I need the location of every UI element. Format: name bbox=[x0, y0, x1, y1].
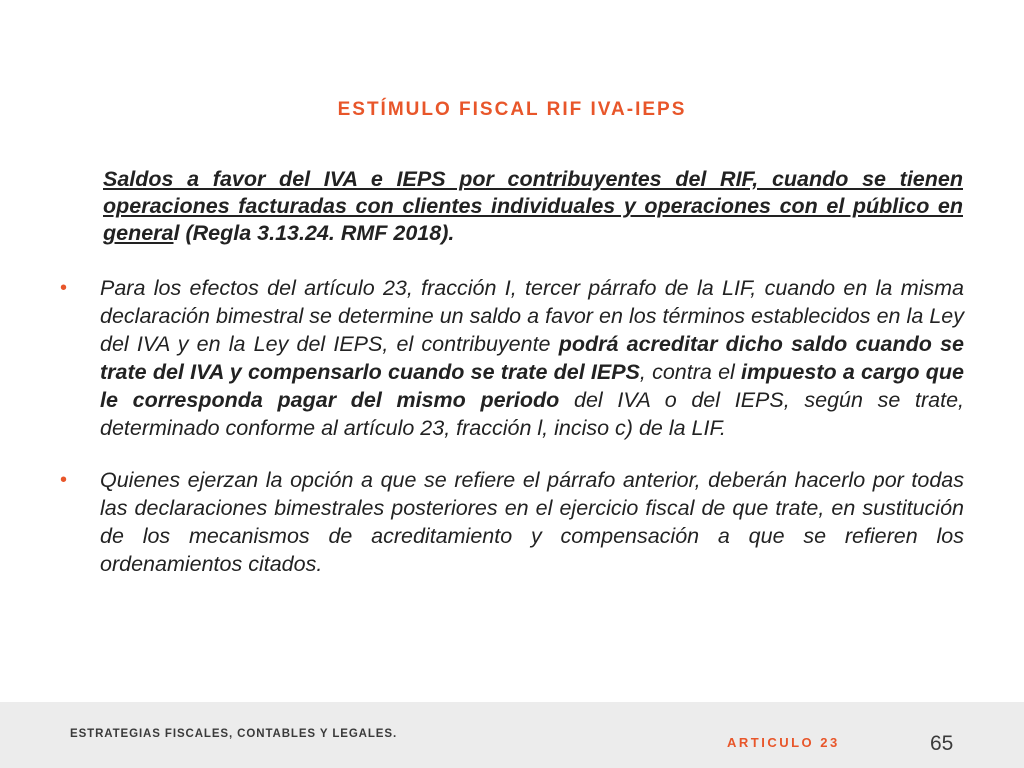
bullet-text: Para los efectos del artículo 23, fracción I, tercer párrafo de la LIF, cuando en la misma declaración bimestral se determine un saldo a favor en los términos establecidos en la Ley del IVA y en la Ley del IEPS, el contribuyente bbox=[100, 276, 964, 356]
bullet-item bbox=[60, 274, 964, 442]
slide-subtitle bbox=[103, 166, 963, 247]
footer-section-label: ARTICULO 23 bbox=[727, 735, 840, 750]
slide-title: ESTÍMULO FISCAL RIF IVA-IEPS bbox=[337, 99, 687, 120]
subtitle-underlined-text: Saldos a favor del IVA e IEPS por contribuyentes del RIF, cuando se tienen operaciones facturadas con clientes individuales y operaciones con el público en genera bbox=[103, 167, 963, 245]
bullet-item bbox=[60, 466, 964, 578]
bullet-bold-text: impuesto a cargo que le corresponda pagar del mismo periodo bbox=[100, 360, 965, 412]
bullet-dot-icon: • bbox=[60, 277, 68, 299]
footer-company-text: ESTRATEGIAS FISCALES, CONTABLES Y LEGALES. bbox=[70, 728, 398, 740]
bullet-text: del IVA o del IEPS, según se trate, determinado conforme al artículo 23, fracción l, inciso c) de la LIF. bbox=[100, 388, 965, 440]
page-number: 65 bbox=[930, 732, 954, 755]
bullet-dot-icon: • bbox=[60, 469, 68, 491]
bullet-list bbox=[60, 274, 964, 578]
bullet-text: , contra el bbox=[639, 360, 742, 384]
subtitle-rest-text: l (Regla 3.13.24. RMF 2018). bbox=[173, 221, 455, 245]
footer-bar bbox=[0, 702, 1024, 768]
bullet-bold-text: podrá acreditar dicho saldo cuando se trate del IVA y compensarlo cuando se trate del IEPS bbox=[100, 332, 964, 384]
bullet-text: Quienes ejerzan la opción a que se refiere el párrafo anterior, deberán hacerlo por todas las declaraciones bimestrales posteriores en el ejercicio fiscal de que trate, en sustitución de los mecanismos de acreditamiento y compensación a que se refieren los ordenamientos citados. bbox=[100, 468, 964, 576]
